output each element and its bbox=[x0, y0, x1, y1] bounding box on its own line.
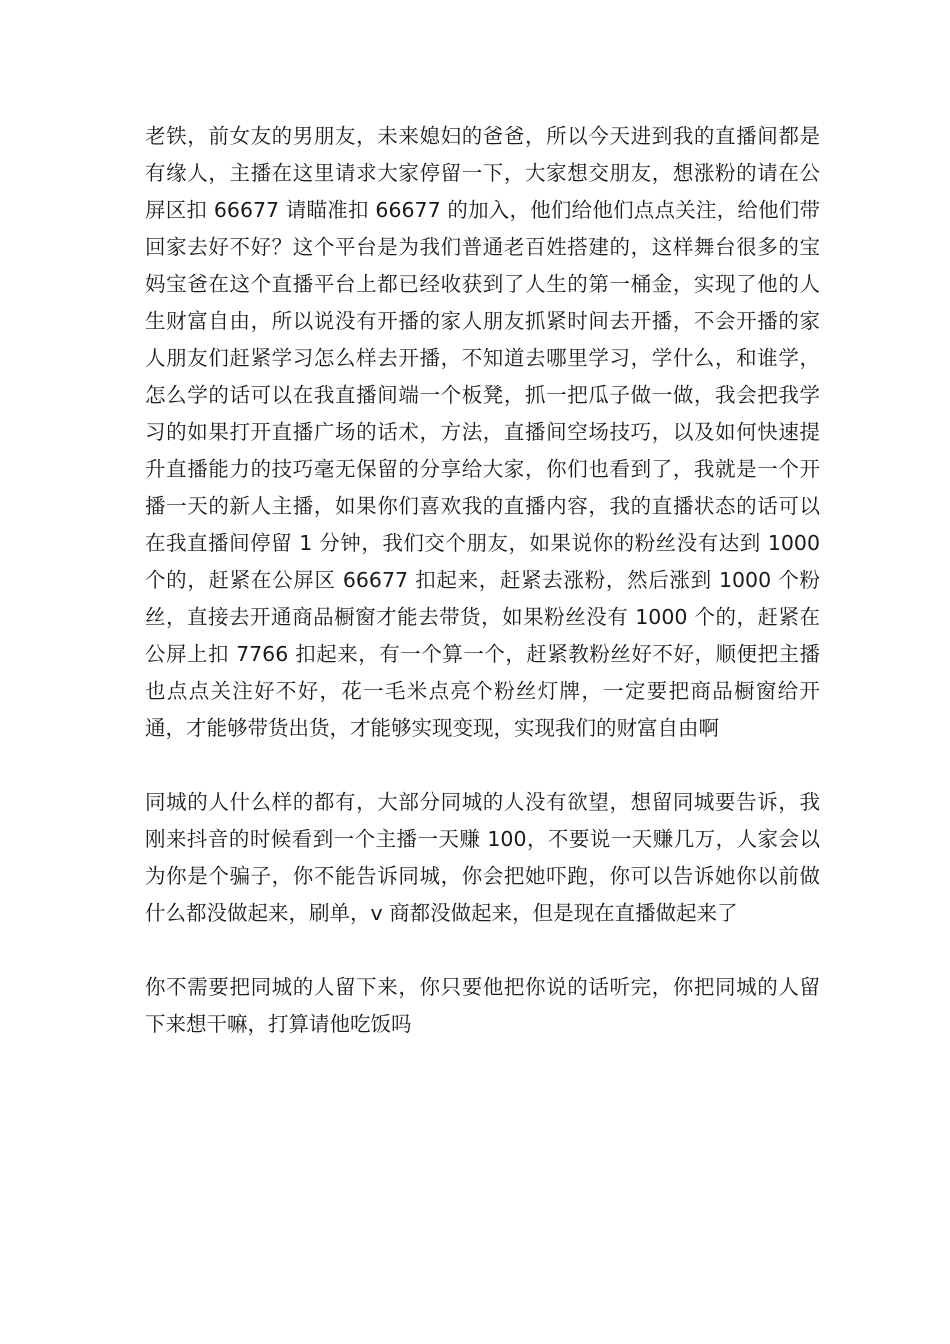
document-body bbox=[145, 118, 820, 1080]
paragraph-2: 同城的人什么样的都有，大部分同城的人没有欲望，想留同城要告诉，我刚来抖音的时候看到一个主播一天赚 100，不要说一天赚几万，人家会以为你是个骗子，你不能告诉同城，你会把她吓跑，你可以告诉她你以前做什么都没做起来，刷单，v 商都没做起来，但是现在直播做起来了 bbox=[145, 790, 820, 925]
paragraph-1: 老铁，前女友的男朋友，未来媳妇的爸爸，所以今天进到我的直播间都是有缘人，主播在这里请求大家停留一下，大家想交朋友，想涨粉的请在公屏区扣 66677 请瞄准扣 66677 的加入，他们给他们点点关注，给他们带回家去好不好？这个平台是为我们普通老百姓搭建的，这样舞台很多的宝妈宝爸在这个直播平台上都已经收获到了人生的第一桶金，实现了他的人生财富自由，所以说没有开播的家人朋友抓紧时间去开播，不会开播的家人朋友们赶紧学习怎么样去开播，不知道去哪里学习，学什么，和谁学，怎么学的话可以在我直播间端一个板凳，抓一把瓜子做一做，我会把我学习的如果打开直播广场的话术，方法，直播间空场技巧，以及如何快速提升直播能力的技巧毫无保留的分享给大家，你们也看到了，我就是一个开播一天的新人主播，如果你们喜欢我的直播内容，我的直播状态的话可以在我直播间停留 1 分钟，我们交个朋友，如果说你的粉丝没有达到 1000 个的，赶紧在公屏区 66677 扣起来，赶紧去涨粉，然后涨到 1000 个粉丝，直接去开通商品橱窗才能去带货，如果粉丝没有 1000 个的，赶紧在公屏上扣 7766 扣起来，有一个算一个，赶紧教粉丝好不好，顺便把主播也点点关注好不好，花一毛米点亮个粉丝灯牌，一定要把商品橱窗给开通，才能够带货出货，才能够实现变现，实现我们的财富自由啊 bbox=[145, 124, 820, 740]
paragraph-3: 你不需要把同城的人留下来，你只要他把你说的话听完，你把同城的人留下来想干嘛，打算请他吃饭吗 bbox=[145, 975, 820, 1036]
